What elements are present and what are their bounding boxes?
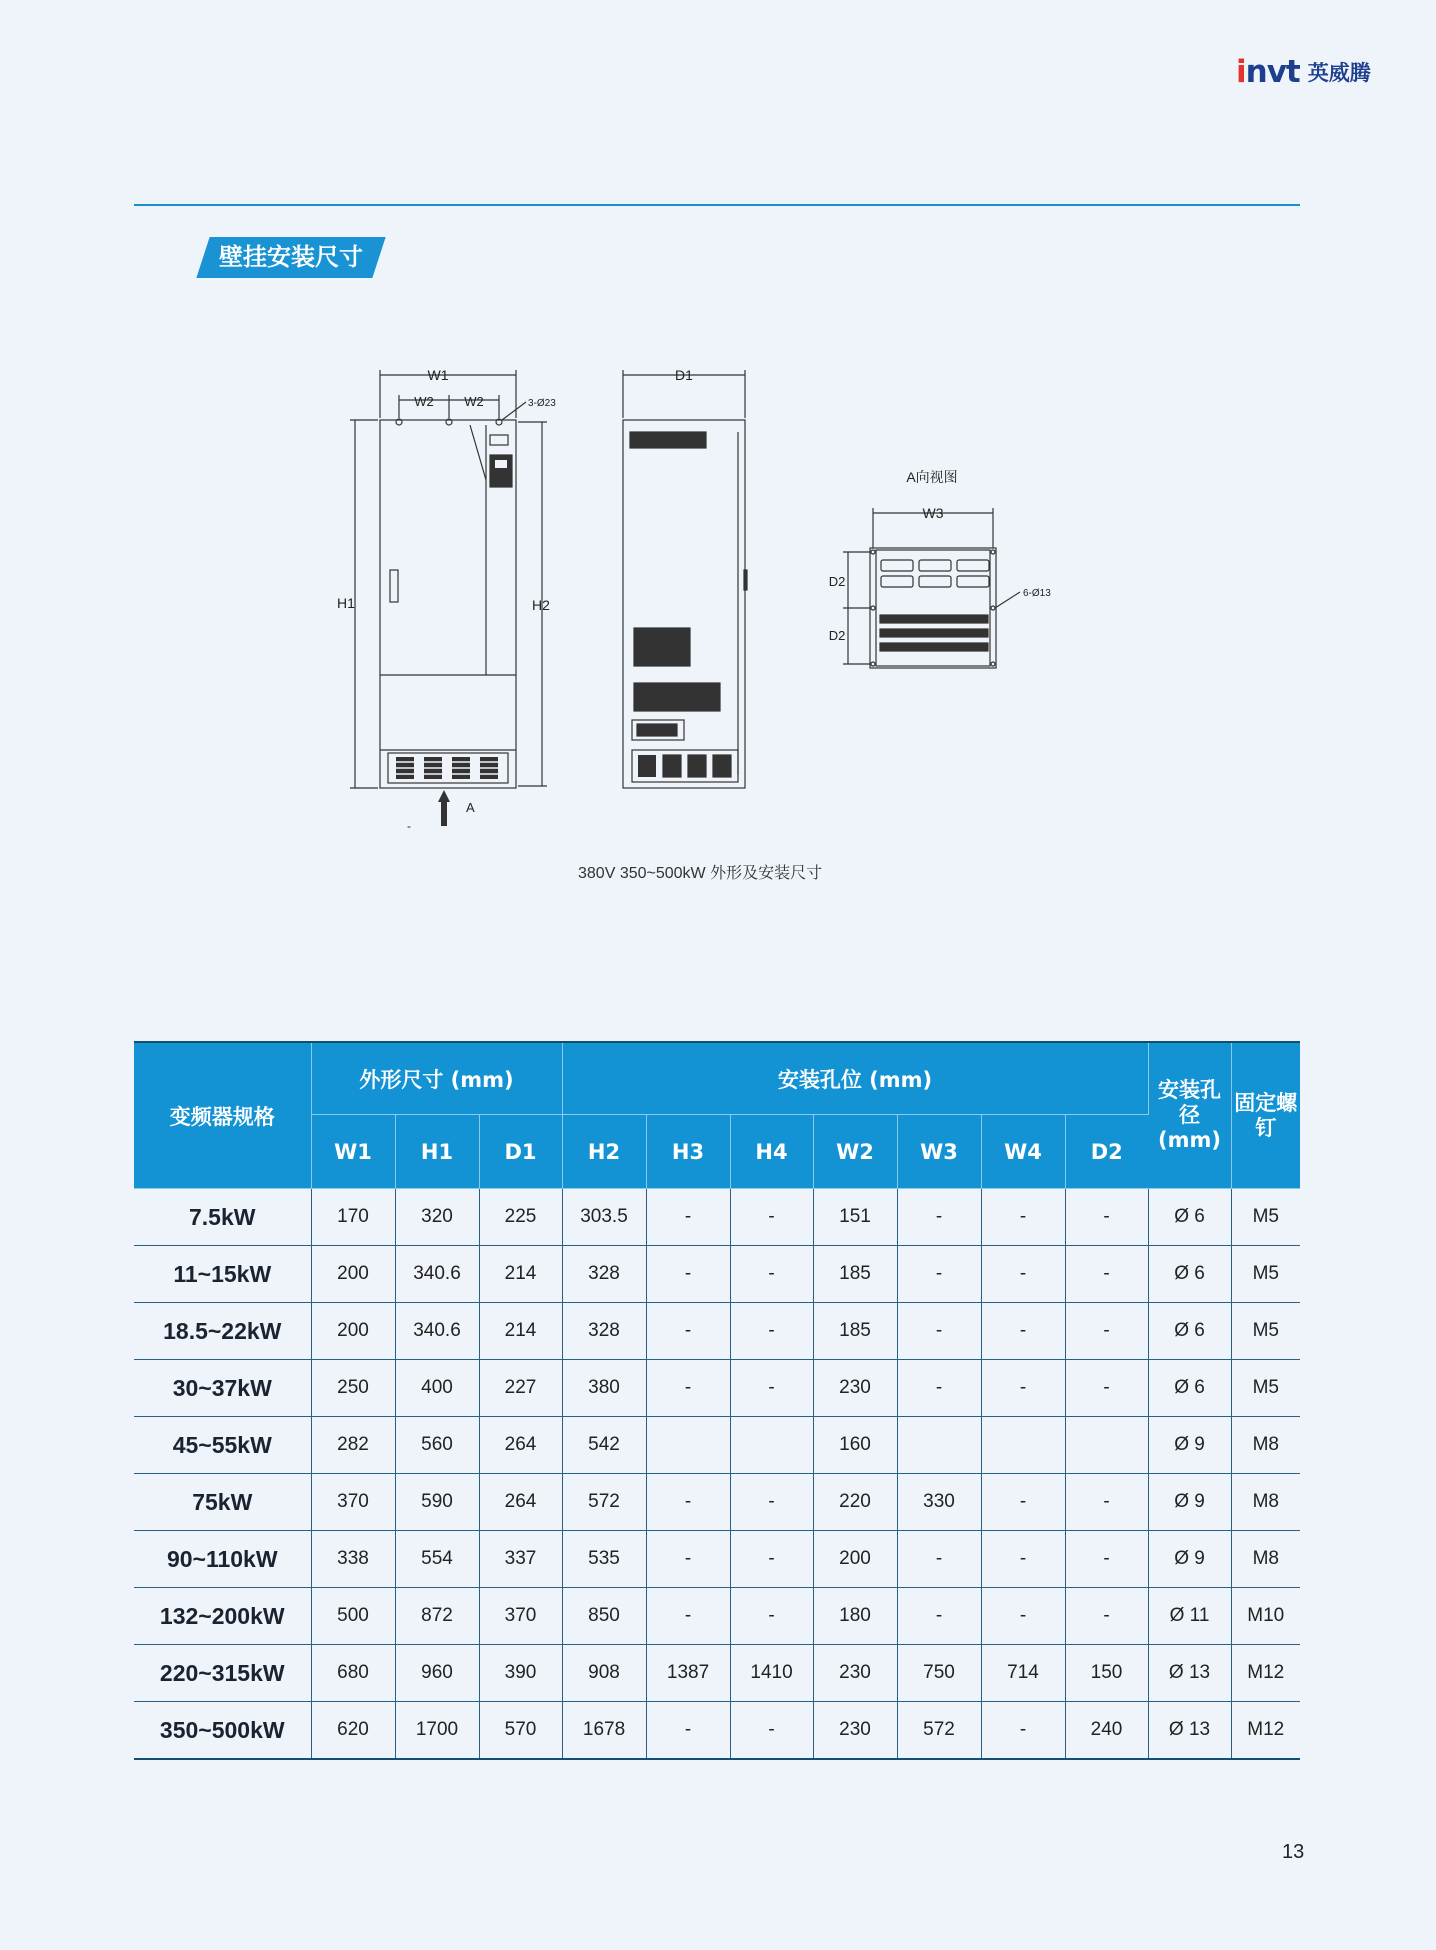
model-cell: 30~37kW (134, 1360, 311, 1417)
value-cell: - (1065, 1303, 1148, 1360)
value-cell: 225 (479, 1189, 562, 1246)
label-d2-top: D2 (828, 574, 846, 589)
value-cell: 214 (479, 1246, 562, 1303)
value-cell: Ø 9 (1148, 1474, 1231, 1531)
value-cell: 714 (981, 1645, 1065, 1702)
value-cell: 370 (479, 1588, 562, 1645)
model-cell: 132~200kW (134, 1588, 311, 1645)
value-cell: - (981, 1588, 1065, 1645)
value-cell: 380 (562, 1360, 646, 1417)
value-cell: - (646, 1189, 730, 1246)
value-cell: - (646, 1474, 730, 1531)
value-cell: 303.5 (562, 1189, 646, 1246)
value-cell: 328 (562, 1303, 646, 1360)
value-cell (730, 1417, 813, 1474)
value-cell: 400 (395, 1360, 479, 1417)
model-cell: 18.5~22kW (134, 1303, 311, 1360)
value-cell: 620 (311, 1702, 395, 1760)
value-cell: Ø 11 (1148, 1588, 1231, 1645)
section-title-tag (196, 237, 385, 278)
value-cell: - (730, 1588, 813, 1645)
header-d1: D1 (479, 1115, 562, 1189)
model-cell: 11~15kW (134, 1246, 311, 1303)
header-hole-diameter: 安装孔径(mm) (1148, 1042, 1231, 1189)
value-cell: 240 (1065, 1702, 1148, 1760)
value-cell: 150 (1065, 1645, 1148, 1702)
table-row (134, 1474, 1300, 1531)
value-cell: 151 (813, 1189, 897, 1246)
model-cell: 45~55kW (134, 1417, 311, 1474)
value-cell: 560 (395, 1417, 479, 1474)
value-cell: 180 (813, 1588, 897, 1645)
value-cell: - (897, 1531, 981, 1588)
value-cell: - (730, 1531, 813, 1588)
value-cell: 282 (311, 1417, 395, 1474)
page-number: 13 (1282, 1841, 1305, 1863)
value-cell: - (1065, 1360, 1148, 1417)
value-cell: 572 (562, 1474, 646, 1531)
value-cell: Ø 6 (1148, 1360, 1231, 1417)
label-d2-bottom: D2 (828, 628, 846, 643)
label-w2-right: W2 (464, 394, 484, 409)
value-cell: - (897, 1360, 981, 1417)
table-row (134, 1189, 1300, 1246)
value-cell: M5 (1231, 1189, 1300, 1246)
value-cell: - (1065, 1189, 1148, 1246)
value-cell: 200 (311, 1303, 395, 1360)
header-mount-group: 安装孔位 (mm) (562, 1042, 1148, 1115)
value-cell: 340.6 (395, 1246, 479, 1303)
label-w2-left: W2 (414, 394, 434, 409)
value-cell: - (1065, 1246, 1148, 1303)
value-cell: 960 (395, 1645, 479, 1702)
table-row (134, 1645, 1300, 1702)
header-outline-group: 外形尺寸 (mm) (311, 1042, 562, 1115)
dimension-drawing (330, 350, 1090, 850)
value-cell: 1678 (562, 1702, 646, 1760)
value-cell: - (897, 1189, 981, 1246)
header-divider (134, 204, 1300, 206)
value-cell: 185 (813, 1303, 897, 1360)
value-cell: 200 (813, 1531, 897, 1588)
model-cell: 220~315kW (134, 1645, 311, 1702)
value-cell: 220 (813, 1474, 897, 1531)
label-w1: W1 (427, 367, 449, 383)
label-hole-top: 3-Ø23 (528, 398, 556, 409)
dimension-table (134, 1041, 1300, 1760)
value-cell: - (981, 1702, 1065, 1760)
value-cell (981, 1417, 1065, 1474)
model-cell: 7.5kW (134, 1189, 311, 1246)
value-cell: 370 (311, 1474, 395, 1531)
value-cell (1065, 1417, 1148, 1474)
value-cell: - (730, 1702, 813, 1760)
value-cell: Ø 6 (1148, 1303, 1231, 1360)
value-cell: M12 (1231, 1645, 1300, 1702)
value-cell: 330 (897, 1474, 981, 1531)
header-h4: H4 (730, 1115, 813, 1189)
header-h2: H2 (562, 1115, 646, 1189)
table-row (134, 1246, 1300, 1303)
value-cell (897, 1417, 981, 1474)
value-cell: 535 (562, 1531, 646, 1588)
value-cell: 230 (813, 1360, 897, 1417)
header-w2: W2 (813, 1115, 897, 1189)
label-h2: H2 (532, 597, 550, 613)
value-cell: 390 (479, 1645, 562, 1702)
value-cell: M8 (1231, 1474, 1300, 1531)
value-cell: - (646, 1246, 730, 1303)
value-cell: - (1065, 1531, 1148, 1588)
model-cell: 350~500kW (134, 1702, 311, 1760)
value-cell: - (981, 1360, 1065, 1417)
value-cell: 214 (479, 1303, 562, 1360)
header-d2: D2 (1065, 1115, 1148, 1189)
label-d1: D1 (675, 367, 693, 383)
value-cell: 264 (479, 1417, 562, 1474)
value-cell: 338 (311, 1531, 395, 1588)
header-w4: W4 (981, 1115, 1065, 1189)
table-header-row (134, 1042, 1300, 1115)
value-cell: Ø 13 (1148, 1645, 1231, 1702)
value-cell: Ø 13 (1148, 1702, 1231, 1760)
value-cell: Ø 9 (1148, 1531, 1231, 1588)
table-row (134, 1360, 1300, 1417)
value-cell: 908 (562, 1645, 646, 1702)
value-cell: - (981, 1531, 1065, 1588)
value-cell: 572 (897, 1702, 981, 1760)
logo-text: invt (1236, 54, 1300, 90)
value-cell: - (646, 1303, 730, 1360)
value-cell: - (1065, 1588, 1148, 1645)
value-cell: - (981, 1474, 1065, 1531)
header-w1: W1 (311, 1115, 395, 1189)
value-cell: 160 (813, 1417, 897, 1474)
value-cell: 570 (479, 1702, 562, 1760)
section-title: 壁挂安装尺寸 (219, 243, 363, 271)
value-cell: 1387 (646, 1645, 730, 1702)
value-cell: 1410 (730, 1645, 813, 1702)
value-cell: 554 (395, 1531, 479, 1588)
value-cell: - (730, 1189, 813, 1246)
value-cell: 337 (479, 1531, 562, 1588)
value-cell: - (646, 1531, 730, 1588)
value-cell: 1700 (395, 1702, 479, 1760)
value-cell: 264 (479, 1474, 562, 1531)
value-cell: M8 (1231, 1417, 1300, 1474)
table-body (134, 1189, 1300, 1760)
label-hole-side: 6-Ø13 (1023, 588, 1051, 599)
value-cell: - (897, 1588, 981, 1645)
value-cell: 170 (311, 1189, 395, 1246)
label-h1: H1 (337, 595, 355, 611)
value-cell: - (730, 1303, 813, 1360)
table-row (134, 1588, 1300, 1645)
value-cell: Ø 6 (1148, 1189, 1231, 1246)
value-cell: 850 (562, 1588, 646, 1645)
value-cell: 320 (395, 1189, 479, 1246)
value-cell: 680 (311, 1645, 395, 1702)
value-cell: 200 (311, 1246, 395, 1303)
label-a-view: A向视图 (906, 469, 958, 485)
header-model: 变频器规格 (134, 1042, 311, 1189)
value-cell: - (1065, 1474, 1148, 1531)
table-row (134, 1702, 1300, 1760)
value-cell (646, 1417, 730, 1474)
header-screw: 固定螺钉 (1231, 1042, 1300, 1189)
value-cell: M5 (1231, 1303, 1300, 1360)
label-w3: W3 (922, 505, 944, 521)
value-cell: - (646, 1702, 730, 1760)
label-dash: - (407, 819, 411, 833)
figure-caption: 380V 350~500kW 外形及安装尺寸 (578, 865, 823, 882)
header-w3: W3 (897, 1115, 981, 1189)
value-cell: M5 (1231, 1246, 1300, 1303)
value-cell: - (646, 1360, 730, 1417)
value-cell: - (897, 1303, 981, 1360)
value-cell: 750 (897, 1645, 981, 1702)
table-row (134, 1531, 1300, 1588)
value-cell: Ø 9 (1148, 1417, 1231, 1474)
table-row (134, 1417, 1300, 1474)
value-cell: M10 (1231, 1588, 1300, 1645)
value-cell: - (981, 1189, 1065, 1246)
header-h3: H3 (646, 1115, 730, 1189)
value-cell: 185 (813, 1246, 897, 1303)
model-cell: 90~110kW (134, 1531, 311, 1588)
value-cell: - (981, 1246, 1065, 1303)
value-cell: - (730, 1474, 813, 1531)
model-cell: 75kW (134, 1474, 311, 1531)
value-cell: 590 (395, 1474, 479, 1531)
brand-logo (1236, 52, 1371, 92)
table-row (134, 1303, 1300, 1360)
value-cell: 542 (562, 1417, 646, 1474)
value-cell: 230 (813, 1645, 897, 1702)
value-cell: 500 (311, 1588, 395, 1645)
value-cell: 250 (311, 1360, 395, 1417)
value-cell: 328 (562, 1246, 646, 1303)
value-cell: Ø 6 (1148, 1246, 1231, 1303)
value-cell: M12 (1231, 1702, 1300, 1760)
value-cell: M8 (1231, 1531, 1300, 1588)
header-h1: H1 (395, 1115, 479, 1189)
logo-chinese-name: 英威腾 (1307, 62, 1371, 85)
value-cell: - (981, 1303, 1065, 1360)
value-cell: M5 (1231, 1360, 1300, 1417)
value-cell: 872 (395, 1588, 479, 1645)
value-cell: - (646, 1588, 730, 1645)
value-cell: - (897, 1246, 981, 1303)
value-cell: - (730, 1246, 813, 1303)
value-cell: - (730, 1360, 813, 1417)
value-cell: 340.6 (395, 1303, 479, 1360)
label-arrow-a: A (466, 800, 475, 815)
value-cell: 230 (813, 1702, 897, 1760)
value-cell: 227 (479, 1360, 562, 1417)
